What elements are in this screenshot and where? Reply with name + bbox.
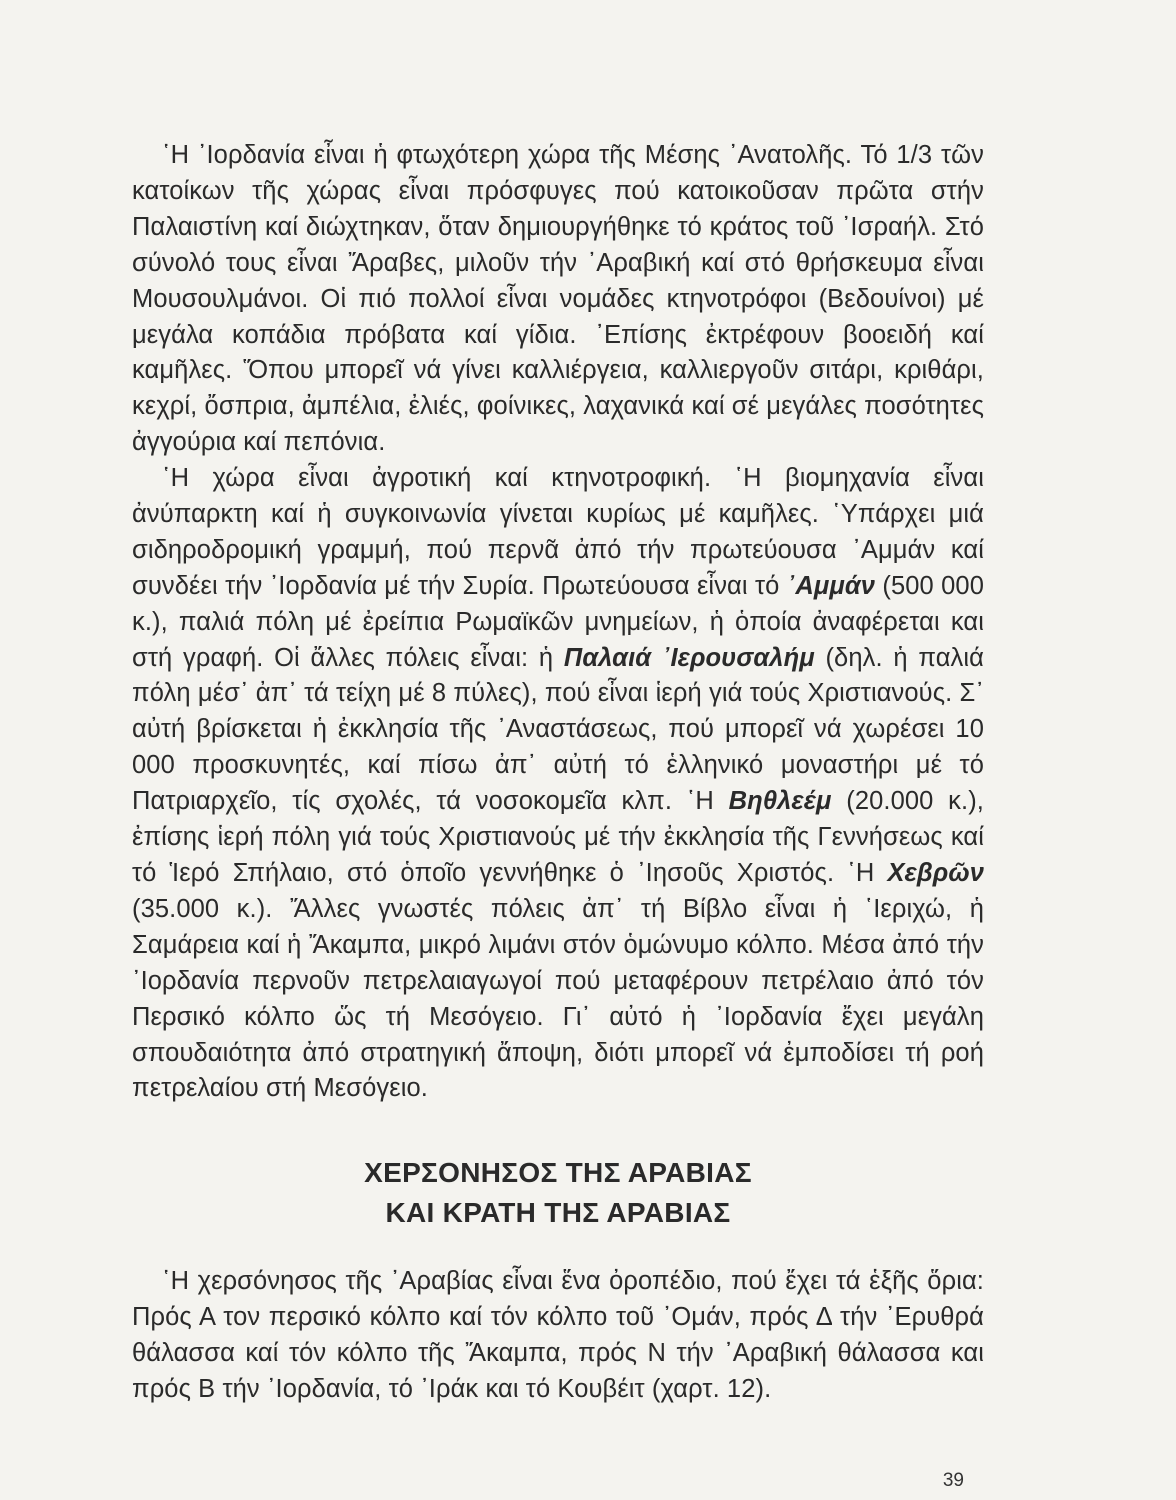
paragraph-2-text-5: (35.000 κ.). Ἄλλες γνωστές πόλεις ἀπ᾿ τή Βίβλο εἶναι ἡ ῾Ιεριχώ, ἡ Σαμάρεια καί ἡ Ἄκαμπα, μικρό λιμάνι στόν ὁμώνυμο κόλπο. Μέσα ἀπό τήν ᾿Ιορδανία περνοῦν πετρελαιαγωγοί πού μεταφέρουν πετρέλαιο ἀπό τόν Περσικό κόλπο ὥς τή Μεσόγειο. Γι᾿ αὐτό ἡ ᾿Ιορδανία ἔχει μεγάλη σπουδαιότητα ἀπό στρατηγική ἄποψη, διότι μπορεῖ νά ἐμποδίσει τή ροή πετρελαίου στή Μεσόγειο. bbox=[132, 894, 984, 1103]
paragraph-2-text-3: (δηλ. ἡ παλιά πόλη μέσ᾿ ἀπ᾿ τά τείχη μέ 8 πύλες), πού εἶναι ἱερή γιά τούς Χριστιανούς. Σ᾿ αὐτή βρίσκεται ἡ ἐκκλησία τῆς ᾿Αναστάσεως, πού μπορεῖ νά χωρέσει 10 000 προσκυνητές, καί πίσω ἀπ᾿ αὐτή τό ἑλληνικό μοναστήρι μέ τό Πατριαρχεῖο, τίς σχολές, τά νοσοκομεῖα κλπ. ῾Η bbox=[132, 643, 984, 816]
city-bethlehem: Βηθλεέμ bbox=[728, 787, 832, 816]
page-number: 39 bbox=[942, 1470, 964, 1491]
city-old-jerusalem: Παλαιά ᾿Ιερουσαλήμ bbox=[563, 643, 815, 672]
city-hebron: Χεβρῶν bbox=[887, 858, 984, 887]
section-title bbox=[132, 1153, 984, 1233]
paragraph-1: ῾Η ᾿Ιορδανία εἶναι ἡ φτωχότερη χώρα τῆς Μέσης ᾿Ανατολῆς. Τό 1/3 τῶν κατοίκων τῆς χώρας εἶναι πρόσφυγες πού κατοικοῦσαν πρῶτα στήν Παλαιστίνη καί διώχτηκαν, ὅταν δημιουργήθηκε τό κράτος τοῦ ᾿Ισραήλ. Στό σύνολό τους εἶναι Ἄραβες, μιλοῦν τήν ᾿Αραβική καί στό θρήσκευμα εἶναι Μουσουλμάνοι. Οἱ πιό πολλοί εἶναι νομάδες κτηνοτρόφοι (Βεδουίνοι) μέ μεγάλα κοπάδια πρόβατα καί γίδια. ᾿Επίσης ἐκτρέφουν βοοειδή καί καμῆλες. Ὅπου μπορεῖ νά γίνει καλλιέργεια, καλλιεργοῦν σιτάρι, κριθάρι, κεχρί, ὄσπρια, ἀμπέλια, ἐλιές, φοίνικες, λαχανικά καί σέ μεγάλες ποσότητες ἀγγούρια καί πεπόνια. bbox=[132, 141, 984, 457]
paragraph-2-text-4: (20.000 κ.), ἐπίσης ἱερή πόλη γιά τούς Χριστιανούς μέ τήν ἐκκλησία τῆς Γεννήσεως καί τό Ἱερό Σπήλαιο, στό ὁποῖο γεννήθηκε ὁ ᾿Ιησοῦς Χριστός. ῾Η bbox=[132, 787, 984, 887]
paragraph-2 bbox=[132, 461, 984, 1107]
city-amman: ᾿Αμμάν bbox=[786, 571, 876, 600]
paragraph-jordan-overview bbox=[132, 138, 984, 461]
section-title-line-2: ΚΑΙ ΚΡΑΤΗ ΤΗΣ ΑΡΑΒΙΑΣ bbox=[385, 1197, 731, 1228]
paragraph-arabia-borders bbox=[132, 1264, 984, 1408]
section-title-line-1: ΧΕΡΣΟΝΗΣΟΣ ΤΗΣ ΑΡΑΒΙΑΣ bbox=[364, 1157, 752, 1188]
paragraph-3: ῾Η χερσόνησος τῆς ᾿Αραβίας εἶναι ἕνα ὀροπέδιο, πού ἔχει τά ἑξῆς ὅρια: Πρός Α τον περσικό κόλπο καί τόν κόλπο τοῦ ᾿Ομάν, πρός Δ τήν ᾿Ερυθρά θάλασσα καί τόν κόλπο τῆς Ἄκαμπα, πρός Ν τήν ᾿Αραβική θάλασσα και πρός Β τήν ᾿Ιορδανία, τό ᾿Ιράκ και τό Κουβέιτ (χαρτ. 12). bbox=[132, 1267, 984, 1403]
paragraph-2-text-2: (500 000 κ.), παλιά πόλη μέ ἐρείπια Ρωμαϊκῶν μνημείων, ἡ ὁποία ἀναφέρεται και στή γραφή. Οἱ ἄλλες πόλεις εἶναι: ἡ bbox=[132, 571, 984, 672]
paragraph-2-text-1: ῾Η χώρα εἶναι ἀγροτική καί κτηνοτροφική. ῾Η βιομηχανία εἶναι ἀνύπαρκτη καί ἡ συγκοινωνία γίνεται κυρίως μέ καμῆλες. ῾Υπάρχει μιά σιδηροδρομική γραμμή, πού περνᾶ ἀπό τήν πρωτεύουσα ᾿Αμμάν καί συνδέει τήν ᾿Ιορδανία μέ τήν Συρία. Πρωτεύουσα εἶναι τό bbox=[132, 464, 984, 600]
paragraph-jordan-economy-cities bbox=[132, 461, 984, 1107]
